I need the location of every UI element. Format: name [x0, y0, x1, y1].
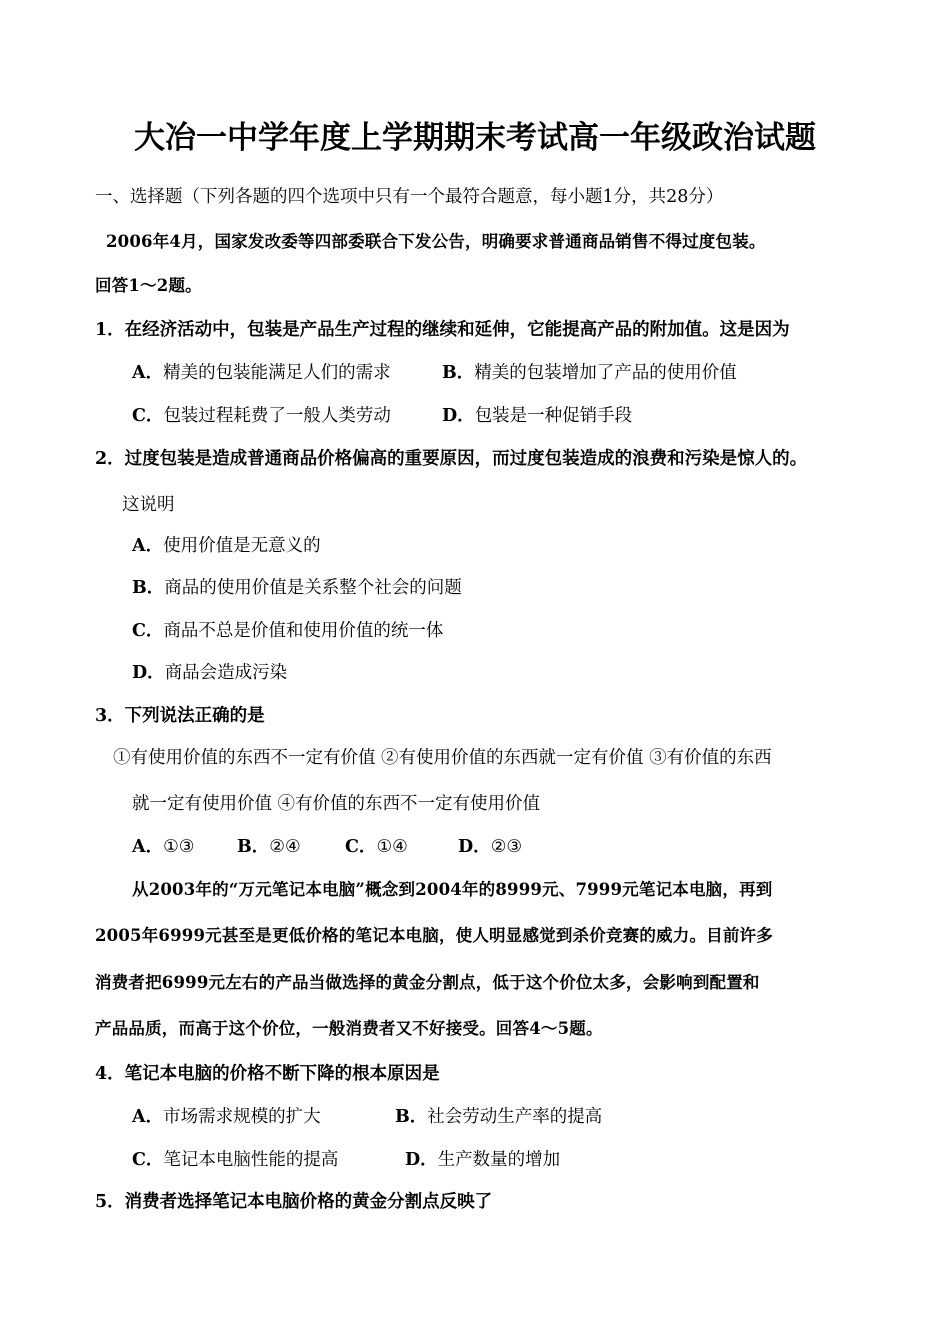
question-1-option-c: C．包装过程耗费了一般人类劳动: [132, 406, 391, 426]
question-3-stem: 3．下列说法正确的是: [95, 706, 265, 726]
question-2-option-b: B．商品的使用价值是关系整个社会的问题: [132, 578, 462, 598]
question-1-stem: 1．在经济活动中，包装是产品生产过程的继续和延伸，它能提高产品的附加值。这是因为: [95, 320, 790, 340]
passage2-line3: 消费者把6999元左右的产品当做选择的黄金分割点，低于这个价位太多，会影响到配置和: [95, 973, 760, 992]
question-4-option-d: D．生产数量的增加: [405, 1150, 561, 1170]
question-2-stem: 2．过度包装是造成普通商品价格偏高的重要原因，而过度包装造成的浪费和污染是惊人的。: [95, 449, 808, 469]
question-3-option-b: B．②④: [237, 837, 301, 857]
question-3-option-d: D．②③: [458, 837, 523, 857]
question-4-option-a: A．市场需求规模的扩大: [132, 1107, 321, 1127]
passage2-line4: 产品品质，而高于这个价位，一般消费者又不好接受。回答4～5题。: [95, 1019, 603, 1038]
question-1-option-a: A．精美的包装能满足人们的需求: [132, 363, 391, 383]
question-3-statements-line1: ①有使用价值的东西不一定有价值 ②有使用价值的东西就一定有价值 ③有价值的东西: [113, 748, 772, 768]
question-2-option-d: D．商品会造成污染: [132, 663, 288, 683]
question-2-option-a: A．使用价值是无意义的: [132, 536, 321, 556]
passage2-line2: 2005年6999元甚至是更低价格的笔记本电脑，使人明显感觉到杀价竞赛的威力。目前许多: [95, 926, 773, 945]
question-3-statements-line2: 就一定有使用价值 ④有价值的东西不一定有使用价值: [132, 794, 541, 814]
question-4-option-c: C．笔记本电脑性能的提高: [132, 1150, 339, 1170]
question-3-option-c: C．①④: [345, 837, 408, 857]
question-3-option-a: A．①③: [132, 837, 195, 857]
section-heading: 一、选择题（下列各题的四个选项中只有一个最符合题意，每小题1分，共28分）: [95, 187, 724, 207]
question-4-stem: 4．笔记本电脑的价格不断下降的根本原因是: [95, 1064, 440, 1084]
question-1-option-d: D．包装是一种促销手段: [442, 406, 633, 426]
exam-title: 大冶一中学年度上学期期末考试高一年级政治试题: [134, 120, 816, 156]
question-1-option-b: B．精美的包装增加了产品的使用价值: [442, 363, 737, 383]
question-2-stem-continued: 这说明: [122, 495, 175, 515]
passage2-line1: 从2003年的“万元笔记本电脑”概念到2004年的8999元、7999元笔记本电脑，再到: [132, 880, 773, 899]
passage1-line1: 2006年4月，国家发改委等四部委联合下发公告，明确要求普通商品销售不得过度包装。: [106, 232, 766, 251]
question-2-option-c: C．商品不总是价值和使用价值的统一体: [132, 621, 444, 641]
passage1-line2: 回答1～2题。: [95, 276, 202, 295]
question-4-option-b: B．社会劳动生产率的提高: [395, 1107, 603, 1127]
question-5-stem: 5．消费者选择笔记本电脑价格的黄金分割点反映了: [95, 1192, 493, 1212]
